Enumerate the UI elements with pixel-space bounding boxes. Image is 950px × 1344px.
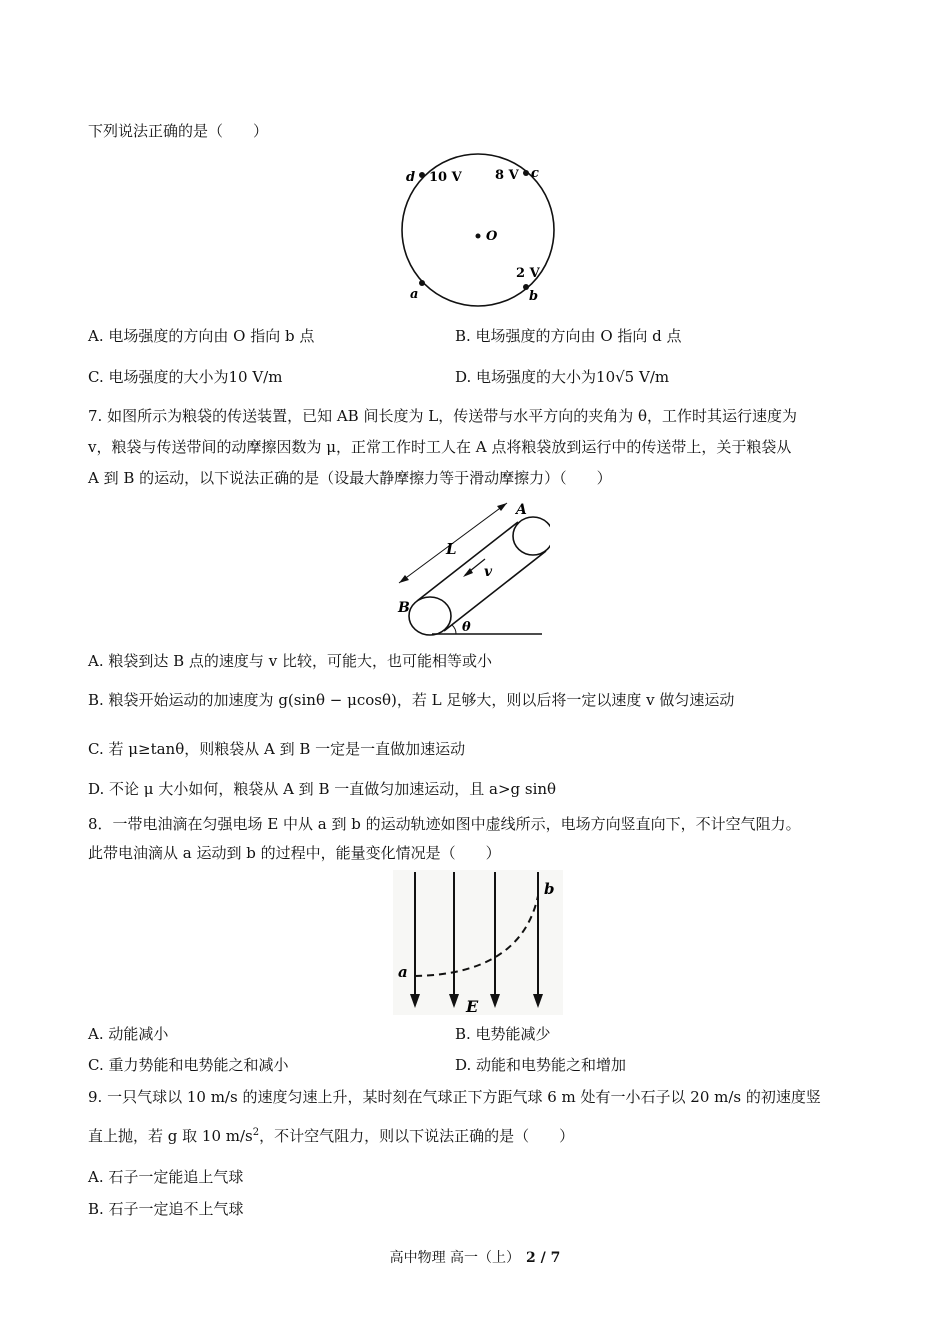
q6-option-c: C. 电场强度的大小为10 V/m <box>88 368 283 386</box>
point-a-label: a <box>410 287 419 302</box>
intro-text: 下列说法正确的是（ ） <box>88 122 269 140</box>
q7-option-b: B. 粮袋开始运动的加速度为 g(sinθ − μcosθ)，若 L 足够大，则以后将一定以速度 v 做匀速运动 <box>88 691 735 709</box>
trajectory-label-a: a <box>398 963 408 981</box>
q6-option-d: D. 电场强度的大小为10√5 V/m <box>455 368 670 386</box>
q6-option-a: A. 电场强度的方向由 O 指向 b 点 <box>88 327 315 345</box>
footer-text: 高中物理 高一（上） <box>389 1250 521 1266</box>
field-lines-figure <box>393 870 563 1015</box>
point-c-label: c <box>531 166 539 181</box>
point-d-label: d <box>406 170 416 185</box>
q8-option-a: A. 动能减小 <box>88 1025 169 1043</box>
voltage-d-label: 10 V <box>429 170 462 185</box>
voltage-b-label: 2 V <box>516 266 540 281</box>
page-number: 2 / 7 <box>526 1250 561 1266</box>
q7-stem-line-1: 7. 如图所示为粮袋的传送装置，已知 AB 间长度为 L，传送带与水平方向的夹角为 θ，工作时其运行速度为 <box>88 407 798 425</box>
center-dot <box>476 234 481 239</box>
pulley-b <box>409 597 451 635</box>
pulley-a <box>513 517 550 555</box>
q7-option-a: A. 粮袋到达 B 点的速度与 v 比较，可能大，也可能相等或小 <box>88 652 492 670</box>
trajectory-label-b: b <box>544 880 555 898</box>
q8-option-b: B. 电势能减少 <box>455 1025 551 1043</box>
q7-stem-line-2: v，粮袋与传送带间的动摩擦因数为 μ，正常工作时工人在 A 点将粮袋放到运行中的传送带上，关于粮袋从 <box>88 438 792 456</box>
conveyor-figure <box>390 496 550 640</box>
q8-option-d: D. 动能和电势能之和增加 <box>455 1056 627 1074</box>
point-b-label: b <box>529 289 539 304</box>
point-a-dot <box>419 280 425 286</box>
q8-stem-line-1: 8．一带电油滴在匀强电场 E 中从 a 到 b 的运动轨迹如图中虚线所示，电场方向竖直向下，不计空气阻力。 <box>88 815 801 833</box>
point-c-dot <box>523 170 529 176</box>
voltage-c-label: 8 V <box>495 168 519 183</box>
conveyor-label-b: B <box>398 600 410 616</box>
point-d-dot <box>419 172 425 178</box>
q9-stem-line-1: 9. 一只气球以 10 m/s 的速度匀速上升，某时刻在气球正下方距气球 6 m 处有一小石子以 20 m/s 的初速度竖 <box>88 1088 821 1106</box>
angle-label: θ <box>462 620 471 635</box>
q9-stem-line-2: 直上抛，若 g 取 10 $m/s^2$，不计空气阻力，则以下说法正确的是（ ） <box>88 1127 575 1145</box>
circle-field-figure <box>396 150 566 310</box>
q9-option-b: B. 石子一定追不上气球 <box>88 1200 244 1218</box>
length-label: L <box>446 540 457 558</box>
velocity-label: v <box>484 564 493 580</box>
center-label: O <box>486 229 498 244</box>
q9-option-a: A. 石子一定能追上气球 <box>88 1168 244 1186</box>
q7-option-c: C. 若 μ≥tanθ，则粮袋从 A 到 B 一定是一直做加速运动 <box>88 740 466 758</box>
conveyor-label-a: A <box>516 502 527 518</box>
q7-option-d: D. 不论 μ 大小如何，粮袋从 A 到 B 一直做匀加速运动，且 a>g sinθ <box>88 780 557 798</box>
q6-option-b: B. 电场强度的方向由 O 指向 d 点 <box>455 327 682 345</box>
q8-stem-line-2: 此带电油滴从 a 运动到 b 的过程中，能量变化情况是（ ） <box>88 844 501 862</box>
q7-stem-line-3: A 到 B 的运动，以下说法正确的是（设最大静摩擦力等于滑动摩擦力）（ ） <box>88 469 612 487</box>
q8-option-c: C. 重力势能和电势能之和减小 <box>88 1056 289 1074</box>
field-label-e: E <box>466 997 479 1015</box>
page-footer <box>0 1247 950 1267</box>
